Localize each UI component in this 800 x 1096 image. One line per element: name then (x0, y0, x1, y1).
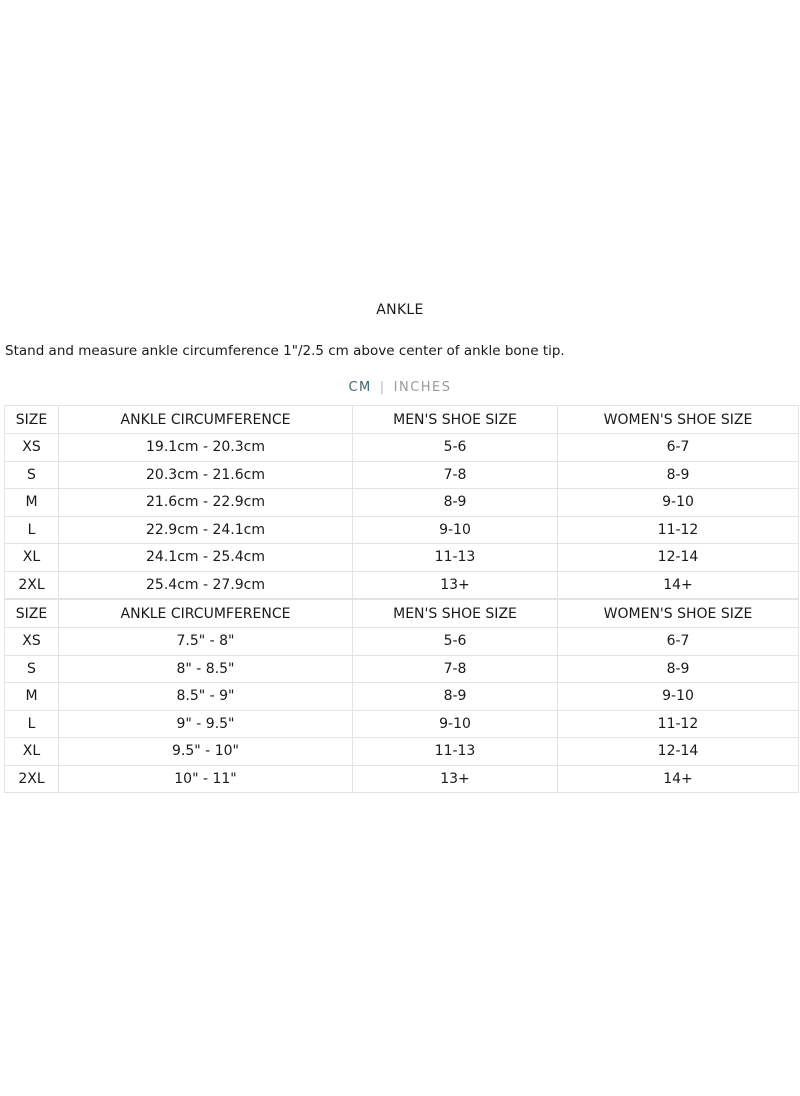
header-size: SIZE (5, 600, 59, 628)
size-cell: S (5, 461, 59, 489)
size-cell: S (5, 655, 59, 683)
header-womens-shoe-size: WOMEN'S SHOE SIZE (558, 406, 799, 434)
mens-size-cell: 11-13 (353, 738, 558, 766)
size-table-inches (4, 599, 799, 793)
table-row (5, 683, 799, 711)
womens-size-cell: 6-7 (558, 434, 799, 462)
header-size: SIZE (5, 406, 59, 434)
mens-size-cell: 5-6 (353, 434, 558, 462)
womens-size-cell: 6-7 (558, 628, 799, 656)
size-cell: XL (5, 544, 59, 572)
circumference-cell: 22.9cm - 24.1cm (59, 516, 353, 544)
womens-size-cell: 12-14 (558, 544, 799, 572)
mens-size-cell: 8-9 (353, 683, 558, 711)
circumference-cell: 20.3cm - 21.6cm (59, 461, 353, 489)
unit-cm-button[interactable]: CM (348, 380, 372, 395)
header-mens-shoe-size: MEN'S SHOE SIZE (353, 600, 558, 628)
mens-size-cell: 9-10 (353, 710, 558, 738)
circumference-cell: 7.5" - 8" (59, 628, 353, 656)
womens-size-cell: 9-10 (558, 683, 799, 711)
header-ankle-circumference: ANKLE CIRCUMFERENCE (59, 600, 353, 628)
unit-inches-button[interactable]: INCHES (393, 380, 452, 395)
womens-size-cell: 8-9 (558, 655, 799, 683)
mens-size-cell: 7-8 (353, 461, 558, 489)
table-row (5, 571, 799, 599)
circumference-cell: 10" - 11" (59, 765, 353, 793)
circumference-cell: 8.5" - 9" (59, 683, 353, 711)
table-header-row (5, 406, 799, 434)
circumference-cell: 8" - 8.5" (59, 655, 353, 683)
size-cell: 2XL (5, 765, 59, 793)
mens-size-cell: 5-6 (353, 628, 558, 656)
mens-size-cell: 13+ (353, 765, 558, 793)
womens-size-cell: 14+ (558, 571, 799, 599)
womens-size-cell: 14+ (558, 765, 799, 793)
header-womens-shoe-size: WOMEN'S SHOE SIZE (558, 600, 799, 628)
unit-separator: | (379, 380, 386, 395)
mens-size-cell: 9-10 (353, 516, 558, 544)
mens-size-cell: 8-9 (353, 489, 558, 517)
size-cell: M (5, 683, 59, 711)
table-row (5, 628, 799, 656)
header-ankle-circumference: ANKLE CIRCUMFERENCE (59, 406, 353, 434)
womens-size-cell: 9-10 (558, 489, 799, 517)
table-row (5, 489, 799, 517)
circumference-cell: 21.6cm - 22.9cm (59, 489, 353, 517)
circumference-cell: 19.1cm - 20.3cm (59, 434, 353, 462)
header-mens-shoe-size: MEN'S SHOE SIZE (353, 406, 558, 434)
measurement-instructions: Stand and measure ankle circumference 1"/2.5 cm above center of ankle bone tip. (5, 343, 565, 359)
table-row (5, 710, 799, 738)
size-cell: L (5, 516, 59, 544)
size-cell: XS (5, 434, 59, 462)
circumference-cell: 24.1cm - 25.4cm (59, 544, 353, 572)
womens-size-cell: 11-12 (558, 516, 799, 544)
size-cell: M (5, 489, 59, 517)
page-title: ANKLE (376, 302, 424, 318)
size-cell: L (5, 710, 59, 738)
table-row (5, 544, 799, 572)
unit-toggle (0, 380, 800, 395)
table-row (5, 434, 799, 462)
circumference-cell: 25.4cm - 27.9cm (59, 571, 353, 599)
womens-size-cell: 12-14 (558, 738, 799, 766)
circumference-cell: 9.5" - 10" (59, 738, 353, 766)
size-cell: XS (5, 628, 59, 656)
size-table-cm (4, 405, 799, 599)
table-row (5, 738, 799, 766)
size-cell: 2XL (5, 571, 59, 599)
mens-size-cell: 7-8 (353, 655, 558, 683)
mens-size-cell: 13+ (353, 571, 558, 599)
mens-size-cell: 11-13 (353, 544, 558, 572)
table-row (5, 655, 799, 683)
size-cell: XL (5, 738, 59, 766)
table-row (5, 516, 799, 544)
womens-size-cell: 8-9 (558, 461, 799, 489)
table-row (5, 461, 799, 489)
womens-size-cell: 11-12 (558, 710, 799, 738)
circumference-cell: 9" - 9.5" (59, 710, 353, 738)
table-row (5, 765, 799, 793)
table-header-row (5, 600, 799, 628)
